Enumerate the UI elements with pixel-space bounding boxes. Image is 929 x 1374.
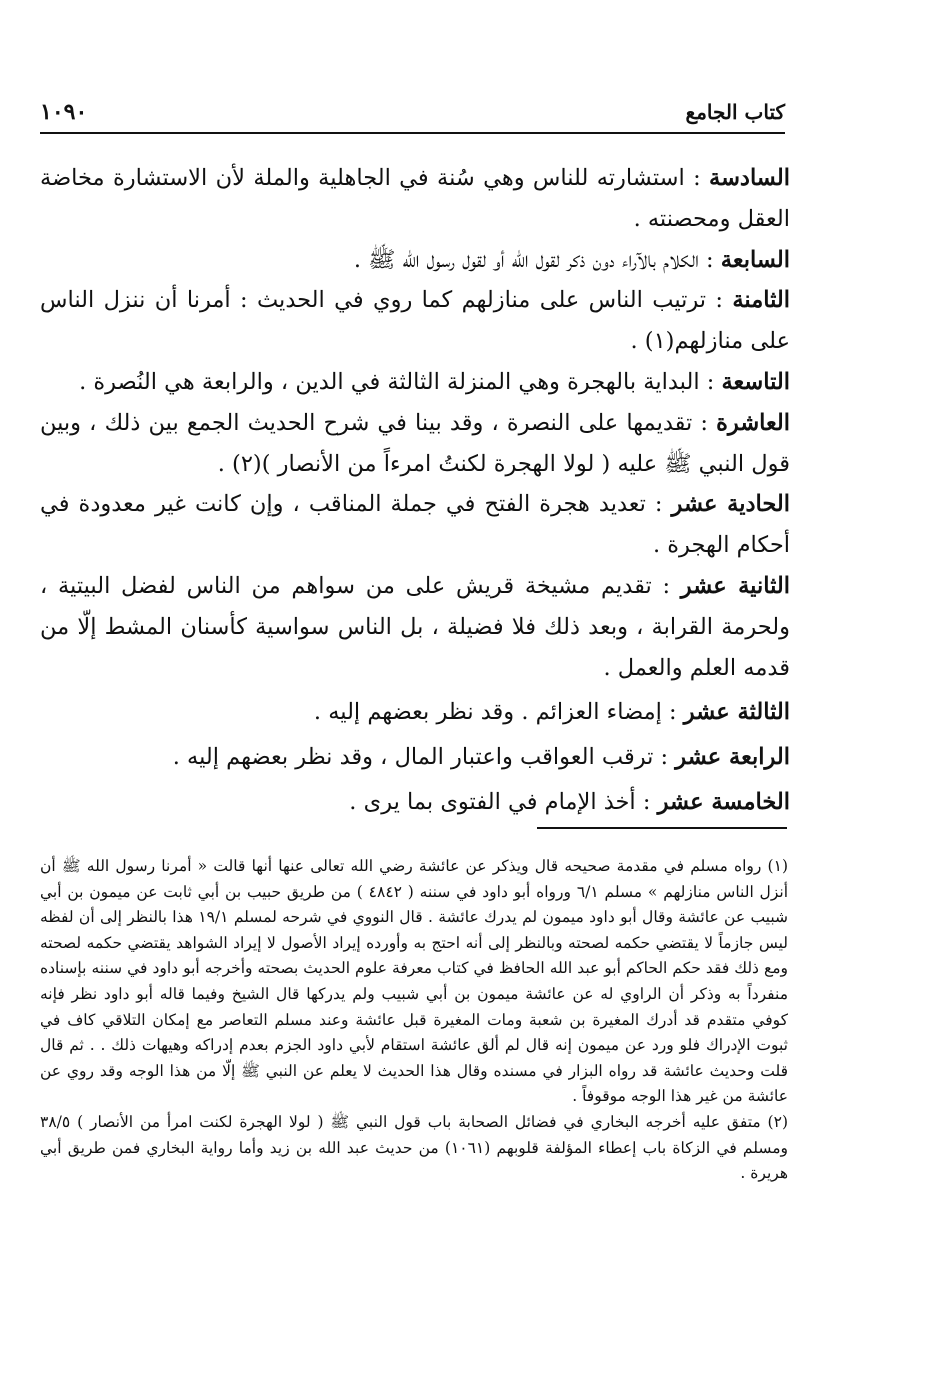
list-item xyxy=(40,158,790,240)
main-text xyxy=(40,158,790,823)
list-item xyxy=(40,566,790,688)
item-text: : أخذ الإمام في الفتوى بما يرى . xyxy=(349,788,658,815)
item-label: الثامنة xyxy=(732,287,790,314)
item-text: : تقديم مشيخة قريش على من سواهم من الناس لفضل البيتية ، ولحرمة القرابة ، وبعد ذلك فلا فضيلة ، بل الناس سواسية كأسنان المشط إلّا من قدمه العلم والعمل . xyxy=(40,572,790,681)
item-label: العاشرة xyxy=(716,409,790,436)
list-item xyxy=(40,692,790,733)
footnote xyxy=(40,854,788,1110)
item-text: : تقديمها على النصرة ، وقد بينا في شرح الحديث الجمع بين ذلك ، وبين قول النبي ﷺ عليه ( لولا الهجرة لكنتُ امرءاً من الأنصار )(٢) . xyxy=(40,409,790,477)
footnote xyxy=(40,1110,788,1187)
footnote-divider xyxy=(537,827,787,829)
item-text: : الكلام بالآراء دون ذكر لقول الله أو لقول رسول الله ﷺ . xyxy=(353,246,721,273)
item-label: الثانية عشر xyxy=(680,572,790,599)
item-label: التاسعة xyxy=(721,368,790,395)
item-label: الثالثة عشر xyxy=(683,699,790,726)
item-text: : ترتيب الناس على منازلهم كما روي في الحديث : أمرنا أن ننزل الناس على منازلهم(١) . xyxy=(40,287,790,355)
list-item xyxy=(40,782,790,823)
item-text: : ترقب العواقب واعتبار المال ، وقد نظر بعضهم إليه . xyxy=(172,744,676,771)
book-title: كتاب الجامع xyxy=(685,100,785,124)
item-label: الرابعة عشر xyxy=(675,744,790,771)
footnote-text: متفق عليه أخرجه البخاري في فضائل الصحابة باب قول النبي ﷺ ( لولا الهجرة لكنت امرأ من الأنصار ) ٣٨/٥ ومسلم في الزكاة باب إعطاء المؤلفة قلوبهم (١٠٦١) من حديث عبد الله بن زيد وأما رواية البخاري فمن طريق أبي هريرة . xyxy=(40,1112,788,1183)
item-label: السادسة xyxy=(709,165,790,191)
footnote-number: (١) xyxy=(767,857,788,875)
footnote-number: (٢) xyxy=(767,1112,788,1131)
item-text: : إمضاء العزائم . وقد نظر بعضهم إليه . xyxy=(313,699,684,726)
list-item xyxy=(40,362,790,403)
footnotes xyxy=(40,854,788,1187)
list-item xyxy=(40,280,790,362)
item-text: : تعديد هجرة الفتح في جملة المناقب ، وإن كانت غير معدودة في أحكام الهجرة . xyxy=(40,491,790,559)
item-label: السابعة xyxy=(720,246,790,273)
list-item xyxy=(40,484,790,566)
item-text: : البداية بالهجرة وهي المنزلة الثالثة في الدين ، والرابعة هي النُصرة . xyxy=(79,368,722,395)
item-text: : استشارته للناس وهي سُنة في الجاهلية والملة لأن الاستشارة مخاضة العقل ومحصنته . xyxy=(40,165,790,232)
list-item xyxy=(40,403,790,485)
item-label: الحادية عشر xyxy=(671,491,790,518)
list-item xyxy=(40,240,790,281)
page-header xyxy=(40,92,785,134)
footnote-text: رواه مسلم في مقدمة صحيحه قال ويذكر عن عائشة رضي الله تعالى عنها أنها قالت « أمرنا رسول الله ﷺ أن أنزل الناس منازلهم » مسلم ٦/١ ورواه أبو داود في سننه ( ٤٨٤٢ ) من طريق حبيب بن أبي ثابت عن ميمون بن أبي شبيب عن عائشة وقال أبو داود ميمون لم يدرك عائشة . قال النووي في شرحه لمسلم ١٩/١ هذا بالنظر إلى أن لفظه ليس جازماً لا يقتضي حكمه لصحته وبالنظر إلى أنه احتج به وأورده إيراد الأصول لا إيراد الشواهد يقتضي حكمه لصحته ومع ذلك فقد حكم الحاكم أبو عبد الله الحافظ في كتاب معرفة علوم الحديث بصحته وأخرجه أبو داود في سننه بإسناده منفرداً به وذكر أن الراوي له عن عائشة ميمون بن أبي شبيب ولم يدركها قال الشيخ وفيما قاله أبو داود نظر فإنه كوفي متقدم قد أدرك المغيرة بن شعبة ومات المغيرة قبل عائشة وعند مسلم التعاصر مع إمكان التلاقي كاف في ثبوت الإدراك فلو ورد عن ميمون إنه قال لم ألق عائشة استقام لأبي داود الجزم بعدم إدراكه وهيهات ذلك . . ثم قال قلت وحديث عائشة قد رواه البزار في مسنده وقال هذا الحديث لا يعلم عن النبي ﷺ إلّا من هذا الوجه وقد روي عن عائشة من غير هذا الوجه موقوفاً . xyxy=(40,857,789,1106)
page-number: ١٠٩٠ xyxy=(40,99,88,125)
item-label: الخامسة عشر xyxy=(657,788,790,815)
list-item xyxy=(40,737,790,778)
